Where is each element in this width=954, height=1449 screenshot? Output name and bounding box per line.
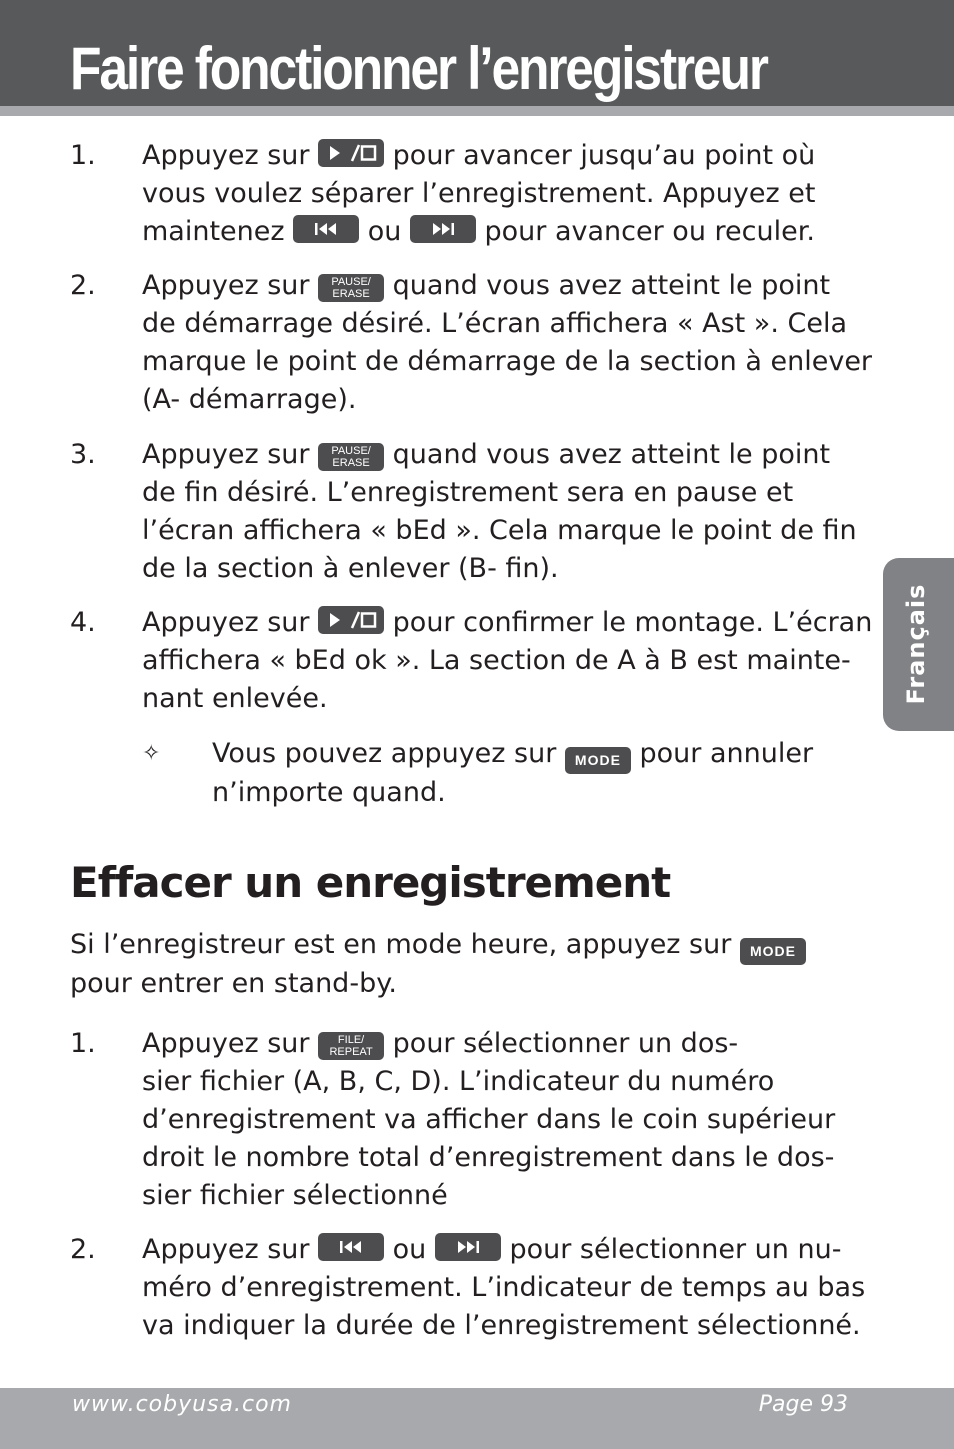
text-run: nant enlevée. <box>142 683 328 714</box>
text-run: pour confirmer le montage. L’écran <box>384 607 873 638</box>
section-intro <box>70 926 806 1003</box>
text-line <box>142 343 873 381</box>
text-run: droit le nombre total d’enregistrement dans le dos- <box>142 1142 835 1173</box>
text-run: Appuyez sur <box>142 607 319 638</box>
text-run: Appuyez sur <box>142 1028 319 1059</box>
text-line <box>212 735 932 774</box>
step-number: 1. <box>70 1028 96 1059</box>
text-line <box>142 1231 862 1269</box>
text-run: d’enregistrement va afficher dans le coin supérieur <box>142 1104 836 1135</box>
text-line <box>142 1101 862 1139</box>
pause-erase-button-icon <box>318 443 384 471</box>
text-run: l’écran affichera « bEd ». Cela marque le point de fin <box>142 515 857 546</box>
text-line <box>142 137 862 175</box>
step-text <box>142 267 873 419</box>
text-line <box>142 1307 862 1345</box>
text-line <box>142 1139 862 1177</box>
button-caption: REPEAT <box>329 1046 373 1058</box>
page-number: Page 93 <box>758 1392 848 1417</box>
text-run: quand vous avez atteint le point <box>384 270 831 301</box>
mode-button-icon: MODE <box>740 938 806 965</box>
text-run: Si l’enregistreur est en mode heure, appuyez sur <box>70 929 740 960</box>
text-run: Appuyez sur <box>142 1234 319 1265</box>
step-text <box>142 436 862 588</box>
text-run: sier fichier (A, B, C, D). L’indicateur du numéro <box>142 1066 775 1097</box>
step-text <box>142 1231 866 1345</box>
language-tab-label: Français <box>902 583 930 705</box>
text-run: maintenez <box>142 216 294 247</box>
text-line <box>142 642 862 680</box>
pause-erase-button-icon <box>318 274 384 302</box>
step-text <box>142 137 862 251</box>
play-stop-icon <box>318 139 384 167</box>
text-line <box>142 1269 866 1307</box>
step-number: 2. <box>70 1234 96 1265</box>
text-run: affichera « bEd ok ». La section de A à B est mainte- <box>142 645 851 676</box>
text-run: méro d’enregistrement. L’indicateur de temps au bas <box>142 1272 866 1303</box>
text-run: n’importe quand. <box>212 777 446 808</box>
text-run: pour avancer ou reculer. <box>475 216 815 247</box>
step-text <box>142 1025 862 1215</box>
play-stop-icon <box>318 606 384 634</box>
file-repeat-button-icon <box>318 1032 384 1060</box>
button-caption: PAUSE/ <box>331 276 371 288</box>
text-line <box>142 474 862 512</box>
step-number: 2. <box>70 270 96 301</box>
step-text <box>142 604 873 718</box>
text-run: de fin désiré. L’enregistrement sera en pause et <box>142 477 794 508</box>
skip-back-icon <box>318 1233 384 1261</box>
text-line <box>142 550 862 588</box>
text-run: pour annuler <box>630 738 814 769</box>
skip-forward-icon <box>435 1233 501 1261</box>
text-line <box>142 213 862 251</box>
text-line <box>212 774 932 812</box>
text-line <box>142 1063 862 1101</box>
text-line <box>142 381 862 419</box>
step-number: 4. <box>70 607 96 638</box>
mode-button-icon: MODE <box>565 747 631 774</box>
text-line <box>142 175 862 213</box>
button-caption: ERASE <box>332 288 370 300</box>
text-line <box>142 267 862 305</box>
text-run: marque le point de démarrage de la section à enlever <box>142 346 873 377</box>
text-run: ou <box>384 1234 435 1265</box>
text-line <box>70 926 806 965</box>
text-run: Appuyez sur <box>142 140 319 171</box>
skip-forward-icon <box>410 215 476 243</box>
skip-back-icon <box>293 215 359 243</box>
sparkle-icon: ✧ <box>142 741 161 766</box>
button-caption: PAUSE/ <box>331 445 371 457</box>
text-run: pour sélectionner un nu- <box>500 1234 842 1265</box>
section-heading: Effacer un enregistrement <box>70 858 671 907</box>
step-number: 1. <box>70 140 96 171</box>
text-run: sier fichier sélectionné <box>142 1180 448 1211</box>
text-line <box>142 1025 862 1063</box>
page-title: Faire fonctionner l’enregistreur <box>70 35 767 102</box>
button-caption: FILE/ <box>337 1034 365 1046</box>
button-caption: ERASE <box>332 457 370 469</box>
footer-url: www.cobyusa.com <box>72 1392 292 1417</box>
note-text <box>212 735 932 812</box>
text-run: Appuyez sur <box>142 270 319 301</box>
step-number: 3. <box>70 439 96 470</box>
text-line <box>142 1177 862 1215</box>
text-line <box>142 604 873 642</box>
text-run: pour avancer jusqu’au point où <box>384 140 816 171</box>
text-run: ou <box>359 216 410 247</box>
text-run: de la section à enlever (B- fin). <box>142 553 559 584</box>
text-run: va indiquer la durée de l’enregistrement sélectionné. <box>142 1310 861 1341</box>
text-run: Vous pouvez appuyez sur <box>212 738 565 769</box>
text-run: quand vous avez atteint le point <box>384 439 831 470</box>
text-run: vous voulez séparer l’enregistrement. Appuyez et <box>142 178 816 209</box>
text-line <box>70 965 806 1003</box>
header-stripe <box>0 106 954 116</box>
text-run: pour entrer en stand-by. <box>70 968 397 999</box>
text-line <box>142 680 862 718</box>
text-run: Appuyez sur <box>142 439 319 470</box>
text-run: (A- démarrage). <box>142 384 357 415</box>
text-line <box>142 436 862 474</box>
text-run: de démarrage désiré. L’écran affichera « Ast ». Cela <box>142 308 848 339</box>
text-line <box>142 512 862 550</box>
text-run: pour sélectionner un dos- <box>384 1028 739 1059</box>
text-line <box>142 305 862 343</box>
